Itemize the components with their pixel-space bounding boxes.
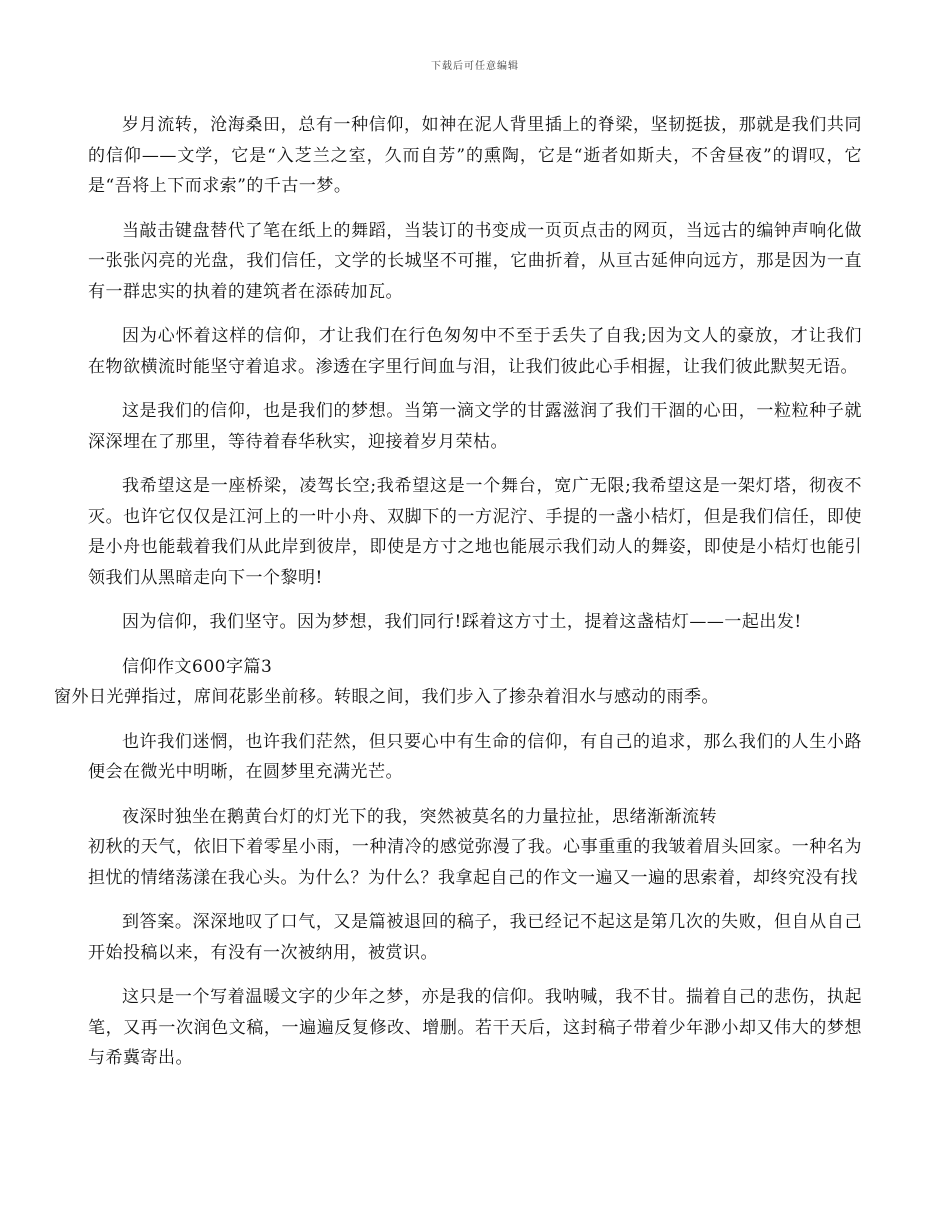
paragraph-9: 这只是一个写着温暖文字的少年之梦，亦是我的信仰。我呐喊，我不甘。揣着自己的悲伤，执起笔，又再一次润色文稿，一遍遍反复修改、增删。若干天后，这封稿子带着少年渺小却又伟大的梦想与希冀寄出。 bbox=[88, 987, 862, 1068]
paragraph-7: 也许我们迷惘，也许我们茫然，但只要心中有生命的信仰，有自己的追求，那么我们的人生小路便会在微光中明晰，在圆梦里充满光芒。 bbox=[88, 731, 862, 782]
paragraph-6: 因为信仰，我们坚守。因为梦想，我们同行!踩着这方寸土，提着这盏桔灯——一起出发! bbox=[122, 612, 802, 632]
header-note: 下载后可任意编辑 bbox=[431, 61, 519, 72]
section-first-line: 窗外日光弹指过，席间花影坐前移。转眼之间，我们步入了掺杂着泪水与感动的雨季。 bbox=[54, 687, 719, 707]
night-line-2: 初秋的天气，依旧下着零星小雨，一种清冷的感觉弥漫了我。心事重重的我皱着眉头回家。一种名为担忧的情绪荡漾在我心头。为什么？为什么？我拿起自己的作文一遍又一遍的思索着，却终究没有找 bbox=[88, 837, 862, 888]
section-title: 信仰作文600字篇3 bbox=[122, 656, 273, 677]
paragraph-3: 因为心怀着这样的信仰，才让我们在行色匆匆中不至于丢失了自我;因为文人的豪放，才让我们在物欲横流时能坚守着追求。渗透在字里行间血与泪，让我们彼此心手相握，让我们彼此默契无语。 bbox=[88, 326, 862, 377]
night-line-1: 夜深时独坐在鹅黄台灯的灯光下的我，突然被莫名的力量拉扯，思绪渐渐流转 bbox=[122, 806, 717, 827]
paragraph-4: 这是我们的信仰，也是我们的梦想。当第一滴文学的甘露滋润了我们干涸的心田，一粒粒种子就深深埋在了那里，等待着春华秋实，迎接着岁月荣枯。 bbox=[88, 401, 862, 452]
paragraph-1: 岁月流转，沧海桑田，总有一种信仰，如神在泥人背里插上的脊梁，坚韧挺拔，那就是我们共同的信仰——文学，它是“入芝兰之室，久而自芳”的熏陶，它是“逝者如斯夫，不舍昼夜”的谓叹，它是“吾将上下而求索”的千古一梦。 bbox=[88, 115, 862, 196]
paragraph-2: 当敲击键盘替代了笔在纸上的舞蹈，当装订的书变成一页页点击的网页，当远古的编钟声响化做一张张闪亮的光盘，我们信任，文学的长城坚不可摧，它曲折着，从亘古延伸向远方，那是因为一直有一群忠实的执着的建筑者在添砖加瓦。 bbox=[88, 220, 862, 302]
night-paragraph bbox=[88, 802, 862, 894]
paragraph-8: 到答案。深深地叹了口气，又是篇被退回的稿子，我已经记不起这是第几次的失败，但自从自己开始投稿以来，有没有一次被纳用，被赏识。 bbox=[88, 912, 862, 963]
paragraph-5: 我希望这是一座桥梁，凌驾长空;我希望这是一个舞台，宽广无限;我希望这是一架灯塔，彻夜不灭。也许它仅仅是江河上的一叶小舟、双脚下的一方泥泞、手提的一盏小桔灯，但是我们信任，即使是小舟也能载着我们从此岸到彼岸，即使是方寸之地也能展示我们动人的舞姿，即使是小桔灯也能引领我们从黑暗走向下一个黎明! bbox=[88, 476, 862, 588]
document-body bbox=[54, 110, 862, 1088]
